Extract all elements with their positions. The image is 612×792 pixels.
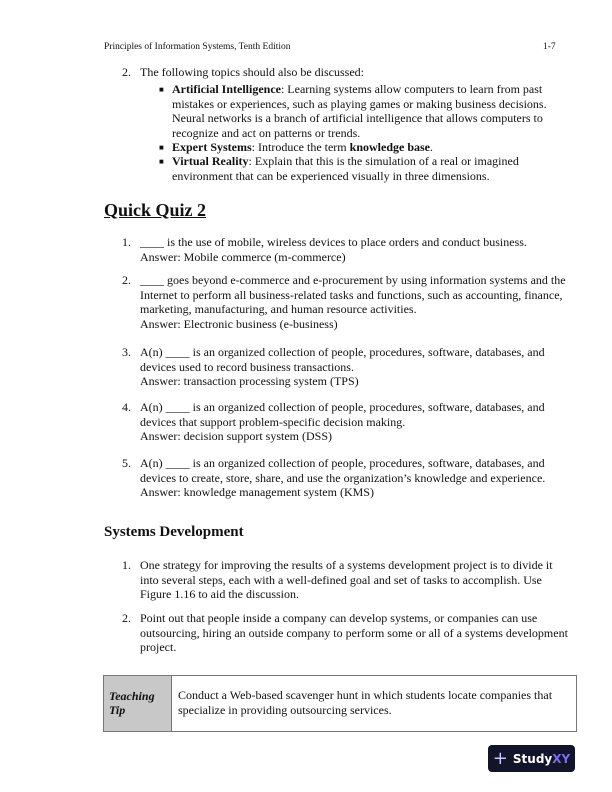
item-number: 3. [122, 345, 131, 359]
quiz-answer: Answer: knowledge management system (KMS) [140, 485, 374, 499]
item-number: 5. [122, 456, 131, 470]
quiz-question: ____ goes beyond e-commerce and e-procurement by using information systems and the Internet to perform all business-related tasks and functions, such as accounting, finance, marketing, manufacturing, and human resource activities. Answer: Electronic business (e-business) [140, 273, 566, 331]
running-header-title: Principles of Information Systems, Tenth Edition [104, 42, 291, 52]
studyxy-logo [488, 745, 575, 772]
item-number: 1. [122, 558, 131, 572]
bullet-icon: ■ [159, 157, 164, 166]
bullet-vr: Virtual Reality: Explain that this is the simulation of a real or imagined environment that can be experienced visually in three dimensions. [172, 154, 519, 183]
item-text: Point out that people inside a company can develop systems, or companies can use outsourcing, hiring an outside company to perform some or all of a systems development project. [140, 611, 568, 654]
item-number: 2. [122, 273, 131, 287]
item-number: 4. [122, 400, 131, 414]
plus-icon: + [492, 748, 508, 769]
teaching-tip-box [103, 675, 577, 732]
item-number: 2. [122, 65, 131, 79]
teaching-tip-label: Teaching Tip [104, 676, 172, 731]
quiz-question: A(n) ____ is an organized collection of people, procedures, software, databases, and devices used to record business transactions. Answer: transaction processing system (TPS) [140, 345, 545, 388]
item-text: One strategy for improving the results of a systems development project is to divide it into several steps, each with a well-defined goal and set of tasks to accomplish. Use Figure 1.16 to aid the discussion. [140, 558, 553, 601]
quick-quiz-heading: Quick Quiz 2 [104, 200, 207, 220]
page-number: 1-7 [543, 42, 556, 52]
bullet-icon: ■ [159, 85, 164, 94]
bullet-expert: Expert Systems: Introduce the term knowledge base. [172, 140, 433, 154]
bullet-icon: ■ [159, 143, 164, 152]
quiz-answer: Answer: Mobile commerce (m-commerce) [140, 249, 346, 264]
quiz-answer: Answer: Electronic business (e-business) [140, 316, 338, 331]
quiz-question: A(n) ____ is an organized collection of people, procedures, software, databases, and devices that support problem-specific decision making. Answer: decision support system (DSS) [140, 400, 545, 443]
quiz-answer: Answer: transaction processing system (TPS) [140, 374, 359, 388]
logo-text: Study [512, 751, 553, 766]
quiz-question: ____ is the use of mobile, wireless devices to place orders and conduct business. Answer: Mobile commerce (m-commerce) [140, 235, 527, 264]
systems-development-heading: Systems Development [104, 524, 244, 540]
item-text: The following topics should also be discussed: [140, 65, 364, 79]
teaching-tip-text: Conduct a Web-based scavenger hunt in which students locate companies that specialize in providing outsourcing services. [178, 688, 553, 717]
logo-accent: XY [552, 751, 571, 766]
bullet-ai: Artificial Intelligence: Learning systems allow computers to learn from past mistakes or experiences, such as playing games or making business decisions. Neural networks is a branch of artificial intelligence that allows computers to recognize and act on patterns or trends. [172, 82, 547, 140]
quiz-question: A(n) ____ is an organized collection of people, procedures, software, databases, and devices to create, store, share, and use the organization’s knowledge and experience. Answer: knowledge management system (KMS) [140, 456, 546, 499]
quiz-answer: Answer: decision support system (DSS) [140, 429, 332, 443]
item-number: 1. [122, 235, 131, 249]
item-number: 2. [122, 611, 131, 625]
